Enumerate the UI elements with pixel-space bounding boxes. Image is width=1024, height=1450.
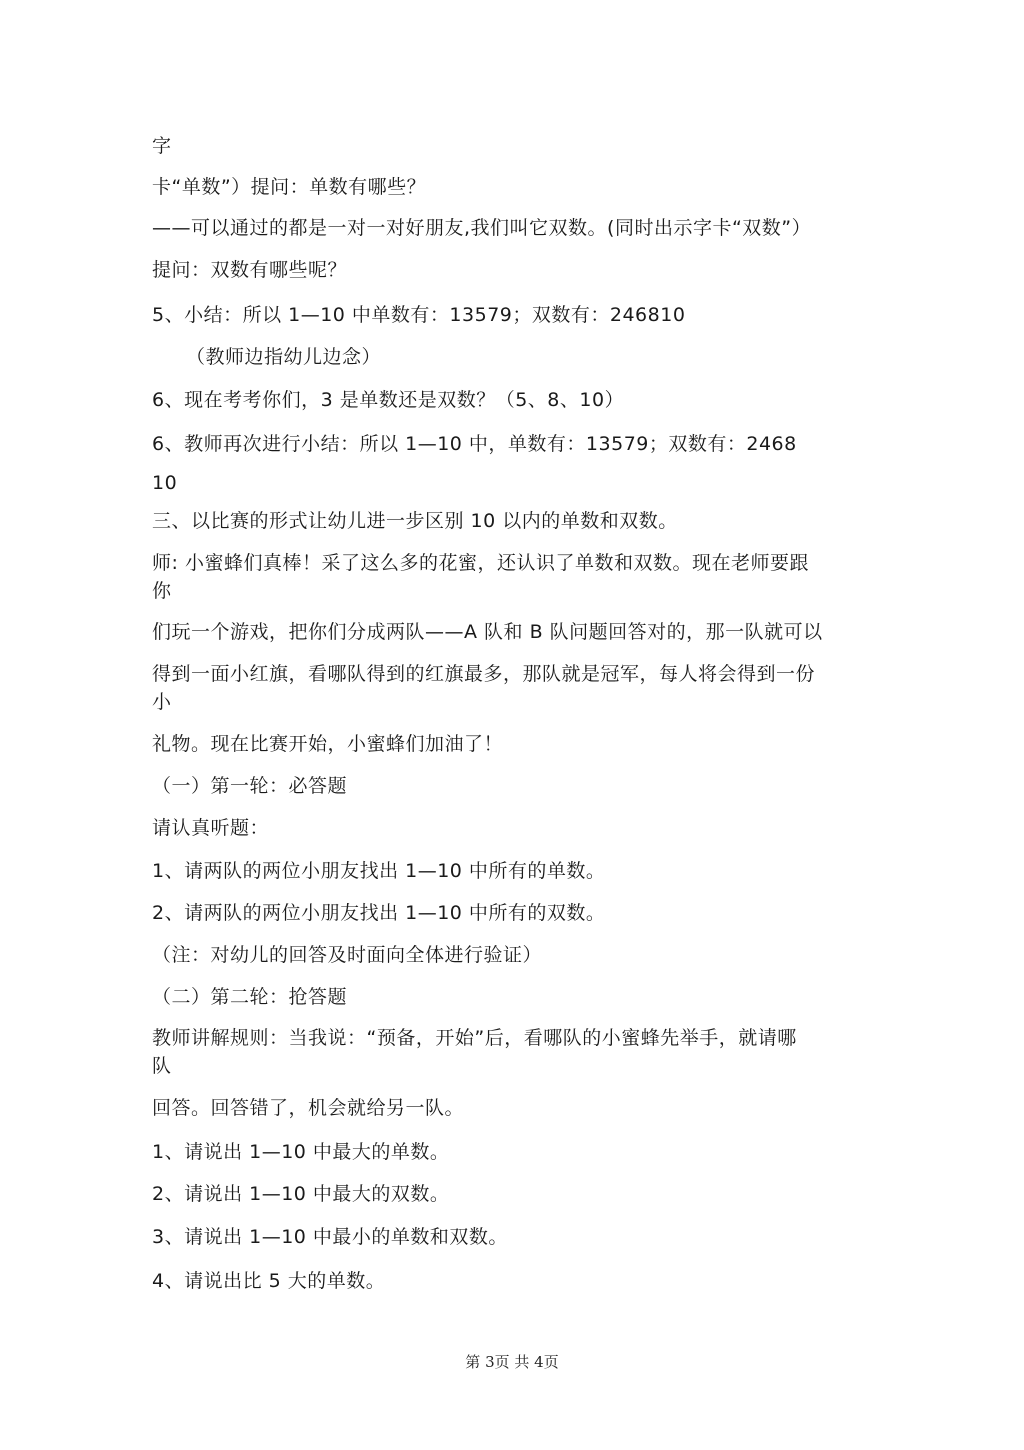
- text-line: 1、请说出 1—10 中最大的单数。: [152, 1141, 450, 1163]
- text-line: 5、小结：所以 1—10 中单数有：13579；双数有：246810: [152, 304, 686, 326]
- text-line: 们玩一个游戏，把你们分成两队——A 队和 B 队问题回答对的，那一队就可以: [152, 621, 823, 643]
- text-line: 队: [152, 1055, 172, 1077]
- text-line: 三、以比赛的形式让幼儿进一步区别 10 以内的单数和双数。: [152, 510, 678, 532]
- text-line: 礼物。现在比赛开始，小蜜蜂们加油了！: [152, 733, 504, 755]
- text-line: 3、请说出 1—10 中最小的单数和双数。: [152, 1226, 508, 1248]
- text-line: ——可以通过的都是一对一对好朋友,我们叫它双数。(同时出示字卡“双数”）: [152, 217, 812, 239]
- text-line: 4、请说出比 5 大的单数。: [152, 1270, 386, 1292]
- text-line: 6、教师再次进行小结：所以 1—10 中，单数有：13579；双数有：2468: [152, 433, 797, 455]
- text-line: 请认真听题：: [152, 817, 270, 839]
- text-line: 小: [152, 691, 172, 713]
- text-line: 字: [152, 135, 172, 157]
- text-line: 提问：双数有哪些呢？: [152, 259, 348, 281]
- text-line: 10: [152, 472, 178, 494]
- text-line: 1、请两队的两位小朋友找出 1—10 中所有的单数。: [152, 860, 606, 882]
- text-line: 6、现在考考你们，3 是单数还是双数？（5、8、10）: [152, 389, 625, 411]
- text-line: 师: 小蜜蜂们真棒！采了这么多的花蜜，还认识了单数和双数。现在老师要跟: [152, 552, 809, 574]
- text-line: （教师边指幼儿边念）: [186, 346, 382, 368]
- text-line: 回答。回答错了，机会就给另一队。: [152, 1097, 465, 1119]
- text-line: （一）第一轮：必答题: [152, 775, 348, 797]
- text-line: 你: [152, 580, 172, 602]
- text-line: （注：对幼儿的回答及时面向全体进行验证）: [152, 944, 543, 966]
- text-line: 2、请说出 1—10 中最大的双数。: [152, 1183, 450, 1205]
- page-number: 第 3页 共 4页: [465, 1353, 559, 1371]
- text-line: 卡“单数”）提问：单数有哪些？: [152, 176, 427, 198]
- text-line: （二）第二轮：抢答题: [152, 986, 348, 1008]
- text-line: 得到一面小红旗，看哪队得到的红旗最多，那队就是冠军，每人将会得到一份: [152, 663, 816, 685]
- text-line: 2、请两队的两位小朋友找出 1—10 中所有的双数。: [152, 902, 606, 924]
- text-line: 教师讲解规则：当我说：“预备，开始”后，看哪队的小蜜蜂先举手，就请哪: [152, 1027, 797, 1049]
